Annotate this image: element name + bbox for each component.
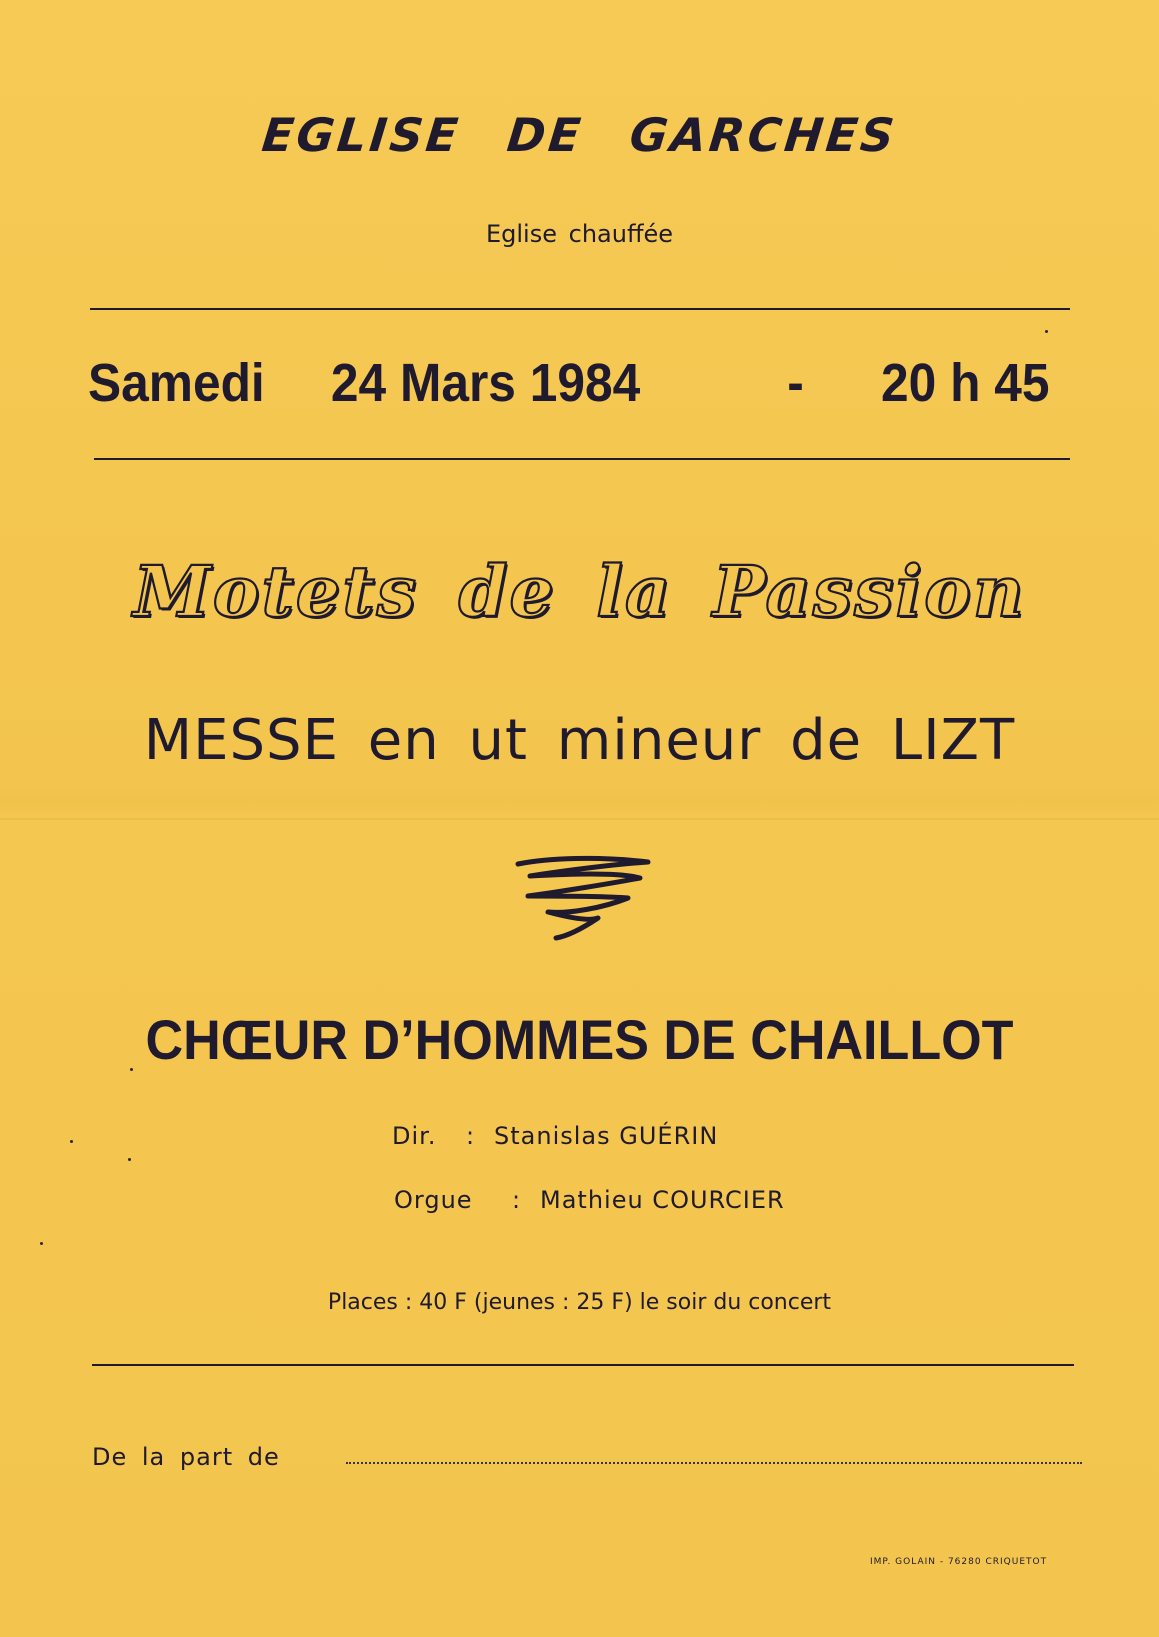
bottom-divider: [92, 1364, 1074, 1366]
event-day: Samedi: [88, 353, 265, 413]
paper-fold: [0, 818, 1159, 820]
event-separator: -: [787, 353, 804, 413]
choir-name: CHŒUR D’HOMMES DE CHAILLOT: [145, 1008, 1014, 1071]
organ-colon: :: [512, 1186, 522, 1214]
heating-note: Eglise chauffée: [485, 220, 674, 248]
paper-speck: [1045, 330, 1048, 333]
organ-credit: [0, 1186, 1159, 1216]
printer-imprint: IMP. GOLAIN - 76280 CRIQUETOT: [870, 1557, 1048, 1567]
paper-speck: [130, 1068, 133, 1071]
director-label: Dir.: [392, 1122, 437, 1150]
event-time: 20 h 45: [881, 353, 1050, 413]
organ-label: Orgue: [394, 1186, 473, 1214]
paper-speck: [128, 1158, 131, 1161]
scribble-ornament: [508, 852, 658, 942]
program-motets: Motets de la Passion: [133, 550, 1026, 633]
top-divider: [90, 308, 1070, 310]
from-label: De la part de: [92, 1443, 280, 1471]
organ-name: Mathieu COURCIER: [540, 1186, 785, 1214]
program-messe: MESSE en ut mineur de LIZT: [143, 708, 1016, 773]
date-divider: [94, 458, 1070, 460]
director-name: Stanislas GUÉRIN: [494, 1122, 719, 1150]
event-datetime: [88, 352, 1050, 413]
from-blank-line: [346, 1462, 1082, 1464]
director-colon: :: [466, 1122, 476, 1150]
director-credit: [0, 1122, 1159, 1152]
church-title: EGLISE DE GARCHES: [259, 108, 900, 162]
paper-speck: [70, 1140, 73, 1143]
ticket-prices: Places : 40 F (jeunes : 25 F) le soir du concert: [327, 1290, 832, 1315]
event-date: 24 Mars 1984: [330, 353, 641, 413]
paper-speck: [40, 1242, 43, 1245]
